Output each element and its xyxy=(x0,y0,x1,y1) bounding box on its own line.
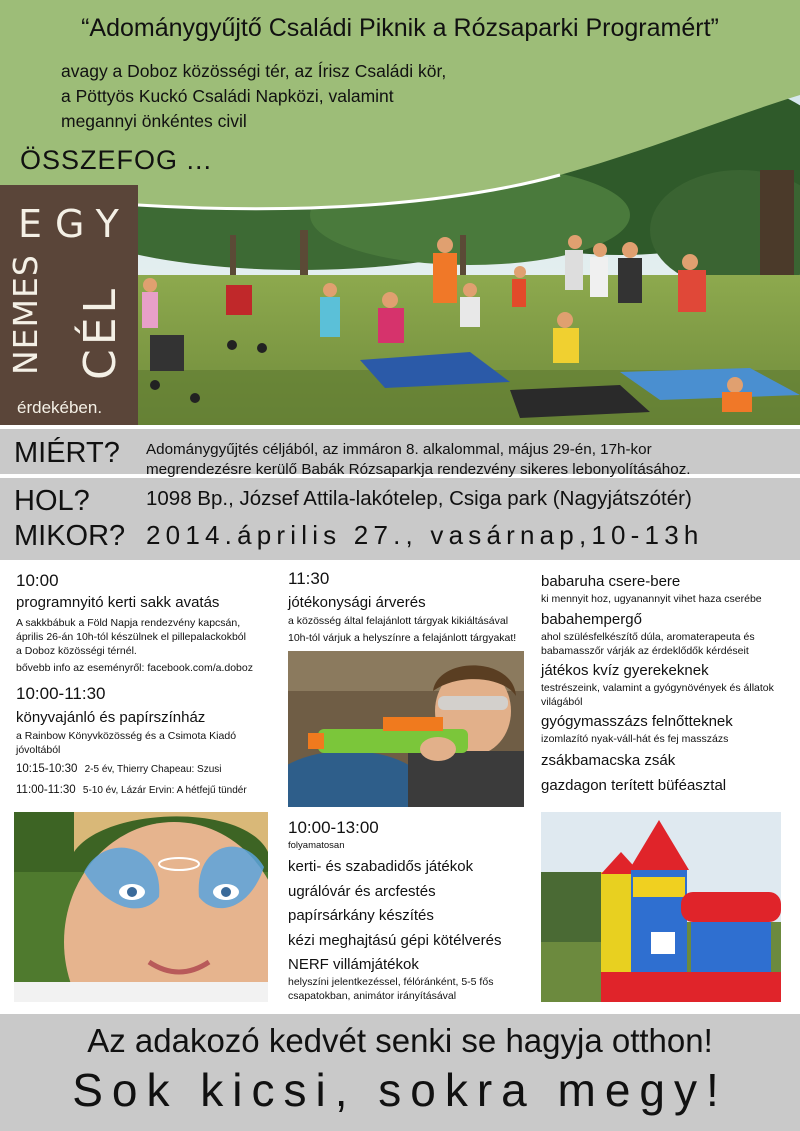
why-label: MIÉRT? xyxy=(14,437,120,469)
col1-desc-1-line-2: április 26-án 10h-tól készülnek el pillepalackokból xyxy=(16,631,246,643)
event-title: “Adománygyűjtő Családi Piknik a Rózsaparki Programért” xyxy=(81,14,719,42)
together-heading: ÖSSZEFOG ... xyxy=(20,145,213,175)
col1-desc-1-line-3: a Doboz közösségi térnél. xyxy=(16,645,137,657)
col3-desc-2 xyxy=(541,630,755,658)
col3-title-2: babahempergő xyxy=(541,611,642,628)
logo-word-erdekeben: érdekében. xyxy=(17,398,103,417)
col3-title-5: zsákbamacska zsák xyxy=(541,752,676,769)
nerf-desc-line-1: helyszíni jelentkezéssel, félóránként, 5-5 fős xyxy=(288,976,494,988)
why-line-1: Adománygyűjtés céljából, az immáron 8. alkalommal, május 29-én, 17h-kor xyxy=(146,441,652,458)
col1-session-2 xyxy=(16,784,247,796)
col3-desc-2-line-1: ahol szülésfelkészítő dúla, aromaterapeuta és xyxy=(541,631,755,643)
nerf-photo xyxy=(288,651,524,807)
session-2-time: 11:00-11:30 xyxy=(16,784,76,796)
col2-time-2: 10:00-13:00 xyxy=(288,818,379,837)
footer-slogan-1: Az adakozó kedvét senki se hagyja otthon! xyxy=(87,1022,713,1059)
session-1-time: 10:15-10:30 xyxy=(16,763,78,775)
col1-desc-1-line-4: bővebb info az eseményről: facebook.com/a.doboz xyxy=(16,662,253,674)
organizers-line-2: a Pöttyös Kuckó Családi Napközi, valamint xyxy=(61,86,394,106)
col3-title-1: babaruha csere-bere xyxy=(541,573,681,590)
address-text: 1098 Bp., József Attila-lakótelep, Csiga park (Nagyjátszótér) xyxy=(146,487,692,510)
col2-nerf-desc xyxy=(288,975,493,1003)
col1-desc-2-line-2: jóvoltából xyxy=(16,744,61,756)
col1-desc-2 xyxy=(16,729,276,757)
col1-time-2: 10:00-11:30 xyxy=(16,684,106,703)
col2-item-5: NERF villámjátékok xyxy=(288,956,419,973)
col2-item-2: ugrálóvár és arcfestés xyxy=(288,883,436,900)
why-text xyxy=(146,440,796,480)
col2-item-3: papírsárkány készítés xyxy=(288,907,434,924)
footer-slogan-2: Sok kicsi, sokra megy! xyxy=(72,1064,728,1116)
col1-desc-1 xyxy=(16,616,276,675)
col2-title-1: jótékonysági árverés xyxy=(288,594,426,611)
when-label: MIKOR? xyxy=(14,520,126,552)
col2-desc-2: 10h-tól várjuk a helyszínre a felajánlott tárgyakat! xyxy=(288,632,517,644)
col2-item-1: kerti- és szabadidős játékok xyxy=(288,858,474,875)
session-1-text: 2-5 év, Thierry Chapeau: Szusi xyxy=(84,764,222,775)
session-2-text: 5-10 év, Lázár Ervin: A hétfejű tündér xyxy=(82,785,247,796)
why-line-2: megrendezésre kerülő Babák Rózsaparkja rendezvény sikeres lebonyolításához. xyxy=(146,461,691,478)
col2-desc-1: a közösség által felajánlott tárgyak kikiáltásával xyxy=(288,615,509,627)
logo-word-egy: EGY xyxy=(18,202,132,246)
col1-title-2: könyvajánló és papírszínház xyxy=(16,709,206,726)
nerf-desc-line-2: csapatokban, animátor irányításával xyxy=(288,990,457,1002)
col3-desc-3-line-1: testrészeink, valamint a gyógynövények és állatok xyxy=(541,682,774,694)
organizers-line-1: avagy a Doboz közösségi tér, az Írisz Családi kör, xyxy=(61,61,447,81)
col1-title-1: programnyitó kerti sakk avatás xyxy=(16,594,220,611)
col2-continuous: folyamatosan xyxy=(288,840,345,851)
col1-desc-2-line-1: a Rainbow Könyvközösség és a Csimota Kiadó xyxy=(16,730,237,742)
face-paint-photo xyxy=(14,812,268,1002)
col3-desc-4: izomlazító nyak-váll-hát és fej masszázs xyxy=(541,733,729,745)
col3-title-6: gazdagon terített büféasztal xyxy=(541,777,727,794)
organizers-line-3: megannyi önkéntes civil xyxy=(61,111,247,131)
col3-title-3: játékos kvíz gyerekeknek xyxy=(541,662,709,679)
col3-title-4: gyógymasszázs felnőtteknek xyxy=(541,713,733,730)
logo-word-cel: CÉL xyxy=(75,284,126,380)
logo-word-nemes: NEMES xyxy=(6,254,45,375)
col3-desc-3-line-2: világából xyxy=(541,696,583,708)
col2-item-4: kézi meghajtású gépi kötélverés xyxy=(288,932,502,949)
col2-time-1: 11:30 xyxy=(288,569,330,588)
col1-session-1 xyxy=(16,763,222,775)
where-label: HOL? xyxy=(14,485,90,517)
date-text: 2014.április 27., vasárnap,10-13h xyxy=(146,520,704,550)
col1-time-1: 10:00 xyxy=(16,571,59,590)
col3-desc-1: ki mennyit hoz, ugyanannyit vihet haza cserébe xyxy=(541,593,762,605)
col1-desc-1-line-1: A sakkbábuk a Föld Napja rendezvény kapcsán, xyxy=(16,617,241,629)
col3-desc-3 xyxy=(541,681,774,709)
bouncy-castle-photo xyxy=(541,812,781,1002)
col3-desc-2-line-2: babamasszőr várják az érdeklődők kérdéseit xyxy=(541,645,749,657)
